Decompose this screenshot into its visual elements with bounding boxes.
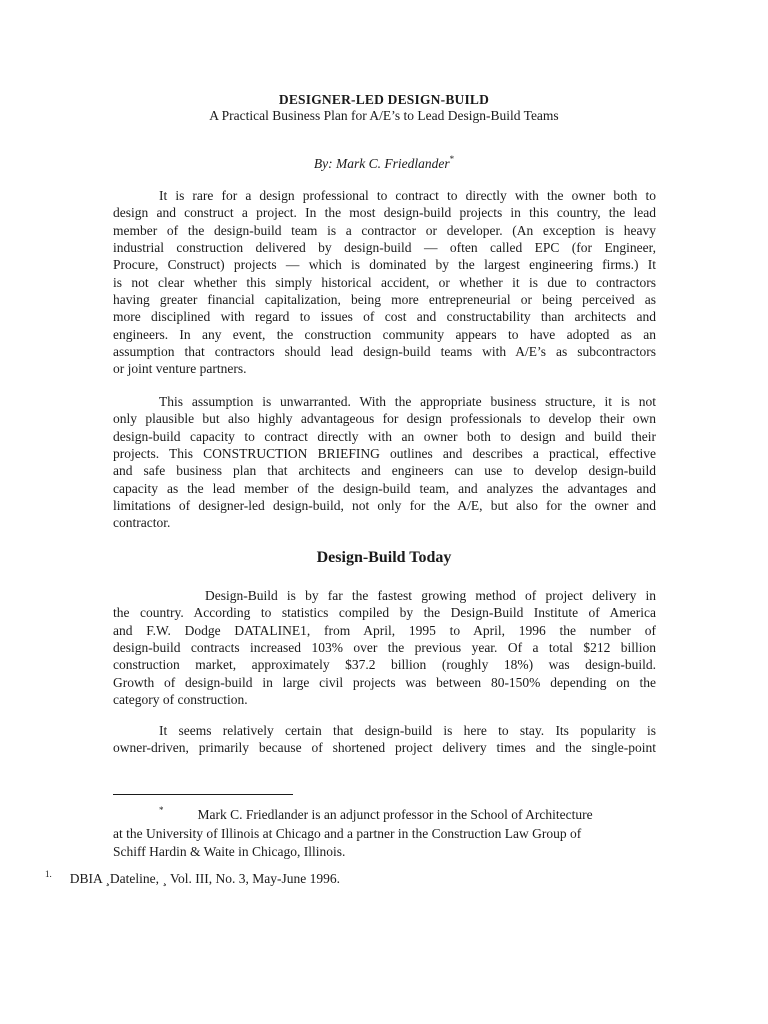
intro-paragraph-2 — [113, 393, 656, 532]
byline-text: By: Mark C. Friedlander — [313, 156, 450, 171]
text-line: and safe business plan that architects and engineers can use to develop design-build — [113, 463, 656, 479]
text-line: engineers. In any event, the construction community appears to have adopted as an — [113, 326, 656, 342]
text-line: the country. According to statistics compiled by the Design-Build Institute of America — [113, 605, 656, 621]
text-line: Procure, Construct) projects — which is dominated by the largest engineering firms.) It — [113, 257, 656, 273]
author-footnote — [113, 801, 656, 862]
endnote — [45, 869, 340, 887]
text-line: having greater financial capitalization, being more entrepreneurial or being perceived as — [113, 292, 656, 308]
footnote-line — [113, 801, 656, 825]
text-line: member of the design-build team is a contractor or developer. (An exception is heavy — [113, 222, 656, 238]
text-line: only plausible but also highly advantageous for design professionals to develop their own — [113, 411, 656, 427]
text-line: capacity as the lead member of the design-build team, and analyzes the advantages and — [113, 480, 656, 496]
text-line: It is rare for a design professional to contract to directly with the owner both to — [159, 188, 656, 203]
text-line: or joint venture partners. — [113, 361, 247, 377]
text-line: assumption that contractors should lead design-build teams with A/E’s as subcontractors — [113, 344, 656, 360]
footnote-text: Mark C. Friedlander is an adjunct professor in the School of Architecture — [197, 807, 593, 822]
intro-paragraph-1 — [113, 187, 656, 378]
author-byline — [0, 154, 768, 172]
text-line: This assumption is unwarranted. With the appropriate business structure, it is not — [159, 394, 656, 409]
text-line: contractor. — [113, 515, 171, 531]
section-paragraph-2 — [113, 722, 656, 757]
text-line: construction market, approximately $37.2 billion (roughly 18%) was design-build. — [113, 657, 656, 673]
endnote-marker: 1. — [45, 869, 52, 879]
text-line: is not clear whether this simply historical accident, or whether it is due to contractors — [113, 274, 656, 290]
text-line: more disciplined with regard to issues of cost and constructability than architects and — [113, 309, 656, 325]
text-line: owner-driven, primarily because of shortened project delivery times and the single-point — [113, 740, 656, 756]
text-line: industrial construction delivered by design-build — often called EPC (for Engineer, — [113, 240, 656, 256]
text-line: Growth of design-build in large civil projects was between 80-150% depending on the — [113, 674, 656, 690]
document-subtitle: A Practical Business Plan for A/E’s to Lead Design-Build Teams — [209, 108, 559, 123]
footnote-line: Schiff Hardin & Waite in Chicago, Illinois. — [113, 844, 346, 859]
footnote-marker: * — [159, 805, 164, 815]
text-line: limitations of designer-led design-build, not only for the A/E, but also for the owner and — [113, 498, 656, 514]
text-line: design-build contracts increased 103% over the previous year. Of a total $212 billion — [113, 640, 656, 656]
section-paragraph-1 — [113, 587, 656, 708]
footnote-separator-rule — [113, 794, 293, 795]
endnote-text: DBIA ¸Dateline, ¸ Vol. III, No. 3, May-June 1996. — [69, 871, 340, 886]
document-title: DESIGNER-LED DESIGN-BUILD — [278, 92, 490, 107]
text-line: category of construction. — [113, 692, 248, 708]
footnote-line: at the University of Illinois at Chicago and a partner in the Construction Law Group of — [113, 825, 582, 841]
text-line: design-build capacity to contract directly with an owner both to design and build their — [113, 428, 656, 444]
text-line: and F.W. Dodge DATALINE1, from April, 1995 to April, 1996 the number of — [113, 622, 656, 638]
byline-footnote-marker: * — [449, 154, 455, 164]
text-line: Design-Build is by far the fastest growing method of project delivery in — [205, 588, 656, 603]
text-line: It seems relatively certain that design-build is here to stay. Its popularity is — [159, 723, 656, 738]
text-line: design and construct a project. In the most design-build projects in this country, the lead — [113, 205, 656, 221]
section-heading-design-build-today: Design-Build Today — [316, 549, 452, 566]
text-line: projects. This CONSTRUCTION BRIEFING outlines and describes a practical, effective — [113, 446, 656, 462]
